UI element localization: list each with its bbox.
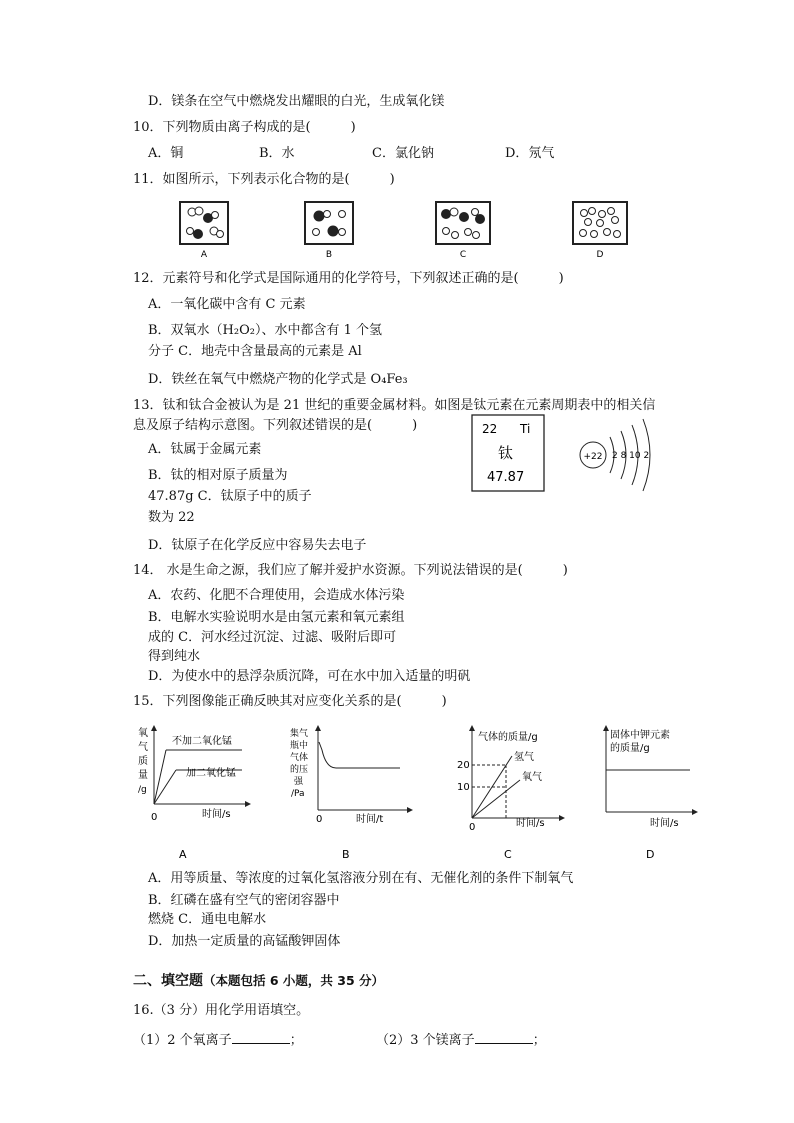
q10-option-d: D．氖气 [505, 146, 555, 161]
q16-stem: 16.（3 分）用化学用语填空。 [133, 1003, 310, 1018]
svg-text:氢气: 氢气 [514, 752, 534, 763]
q12-option-d: D．铁丝在氧气中燃烧产物的化学式是 O₄Fe₃ [148, 372, 408, 387]
graph-b [290, 727, 410, 825]
svg-text:氧气: 氧气 [522, 772, 542, 783]
svg-text:不加二氧化锰: 不加二氧化锰 [172, 736, 232, 747]
svg-text:集气: 集气 [290, 729, 309, 739]
q11-box-c [436, 202, 490, 260]
q12-option-bc: 分子 C．地壳中含量最高的元素是 Al [148, 344, 362, 359]
q15-option-d: D．加热一定质量的高锰酸钾固体 [148, 934, 341, 949]
q13-option-a: A．钛属于金属元素 [148, 442, 262, 457]
q10-option-b: B．水 [259, 146, 295, 161]
q16-blank-2[interactable] [475, 1030, 533, 1044]
section-2-heading: 二、填空题（本题包括 6 小题，共 35 分） [133, 973, 385, 989]
svg-text:强: 强 [294, 777, 304, 787]
q14-option-d: D．为使水中的悬浮杂质沉降，可在水中加入适量的明矾 [148, 669, 471, 684]
svg-text:时间/s: 时间/s [650, 818, 679, 829]
q15-stem: 15．下列图像能正确反映其对应变化关系的是( ) [133, 694, 447, 709]
electron-shells: 2 8 10 2 [612, 451, 650, 461]
q15-option-b: B．红磷在盛有空气的密闭容器中 [148, 893, 340, 908]
q11-label-d: D [596, 250, 604, 260]
q12-option-b: B．双氧水（H₂O₂）、水中都含有 1 个氢 [148, 323, 383, 338]
svg-text:气体: 气体 [290, 753, 309, 763]
q13-stem-line2: 息及原子结构示意图。下列叙述错误的是( ) [133, 418, 418, 433]
graph-label-a: A [179, 848, 187, 861]
q11-box-a [180, 202, 228, 260]
svg-text:0: 0 [469, 822, 476, 833]
q13-option-c-cont: 数为 22 [148, 510, 195, 525]
svg-text:10: 10 [457, 782, 470, 793]
svg-text:固体中钾元素: 固体中钾元素 [610, 730, 670, 741]
graph-c [457, 728, 562, 833]
svg-text:瓶中: 瓶中 [290, 741, 309, 751]
atomic-mass: 47.87 [487, 470, 525, 485]
q16-blank-1[interactable] [232, 1030, 290, 1044]
q16-part-2: （2）3 个镁离子 ； [376, 1030, 546, 1050]
q12-stem: 12．元素符号和化学式是国际通用的化学符号，下列叙述正确的是( ) [133, 271, 564, 286]
q15-graphs [130, 720, 700, 865]
q13-stem-line1: 13．钛和钛合金被认为是 21 世纪的重要金属材料。如图是钛元素在元素周期表中的相关信 [133, 398, 656, 413]
q11-label-b: B [325, 250, 333, 260]
q13-titanium-figure [470, 413, 670, 495]
q11-label-a: A [200, 250, 208, 260]
element-symbol: Ti [520, 422, 531, 436]
q10-option-a: A．铜 [148, 146, 184, 161]
svg-text:气: 气 [138, 742, 148, 753]
q14-option-bc: 成的 C．河水经过沉淀、过滤、吸附后即可 [148, 630, 397, 645]
svg-text:时间/s: 时间/s [516, 818, 545, 829]
svg-text:/Pa: /Pa [291, 789, 305, 799]
q14-stem: 14． 水是生命之源，我们应了解并爱护水资源。下列说法错误的是( ) [133, 563, 568, 578]
q10-stem: 10．下列物质由离子构成的是( ) [133, 120, 356, 135]
svg-text:量: 量 [138, 770, 148, 781]
svg-text:0: 0 [316, 814, 323, 825]
q14-option-b: B．电解水实验说明水是由氢元素和氧元素组 [148, 610, 405, 625]
svg-text:加二氧化锰: 加二氧化锰 [186, 768, 236, 779]
q13-option-d: D．钛原子在化学反应中容易失去电子 [148, 538, 367, 553]
q14-option-a: A．农药、化肥不合理使用，会造成水体污染 [148, 588, 405, 603]
svg-text:20: 20 [457, 760, 470, 771]
svg-text:氧: 氧 [138, 728, 148, 739]
q13-option-bc: 47.87g C．钛原子中的质子 [148, 489, 312, 504]
element-name: 钛 [498, 444, 514, 462]
graph-d [606, 728, 695, 829]
svg-text:的压: 的压 [290, 765, 309, 775]
nucleus-charge: +22 [583, 452, 603, 462]
svg-text:气体的质量/g: 气体的质量/g [478, 732, 538, 743]
svg-text:0: 0 [151, 812, 158, 823]
graph-label-d: D [646, 848, 655, 861]
atomic-number: 22 [482, 422, 498, 436]
svg-text:时间/t: 时间/t [356, 814, 384, 825]
q11-stem: 11．如图所示，下列表示化合物的是( ) [133, 172, 395, 187]
q11-molecule-diagrams [170, 198, 640, 264]
q11-box-b [305, 202, 353, 260]
svg-text:的质量/g: 的质量/g [610, 743, 650, 754]
svg-text:质: 质 [138, 756, 148, 767]
atomic-structure-diagram [580, 419, 650, 491]
q11-box-d [573, 202, 627, 260]
q11-label-c: C [459, 250, 467, 260]
q14-option-c-cont: 得到纯水 [148, 649, 201, 664]
q16-part-1: （1）2 个氧离子 ； [133, 1030, 303, 1050]
q15-option-a: A．用等质量、等浓度的过氧化氢溶液分别在有、无催化剂的条件下制氧气 [148, 871, 574, 886]
q15-option-bc: 燃烧 C．通电电解水 [148, 912, 267, 927]
svg-text:/g: /g [138, 785, 147, 795]
q10-option-c: C．氯化钠 [372, 146, 434, 161]
graph-label-c: C [504, 848, 512, 861]
q12-option-a: A．一氧化碳中含有 C 元素 [148, 297, 306, 312]
svg-text:时间/s: 时间/s [202, 809, 231, 820]
graph-label-b: B [342, 848, 350, 861]
q9-option-d: D．镁条在空气中燃烧发出耀眼的白光，生成氧化镁 [148, 94, 445, 109]
periodic-table-cell [472, 415, 544, 491]
q13-option-b: B．钛的相对原子质量为 [148, 468, 288, 483]
graph-a [138, 726, 248, 823]
